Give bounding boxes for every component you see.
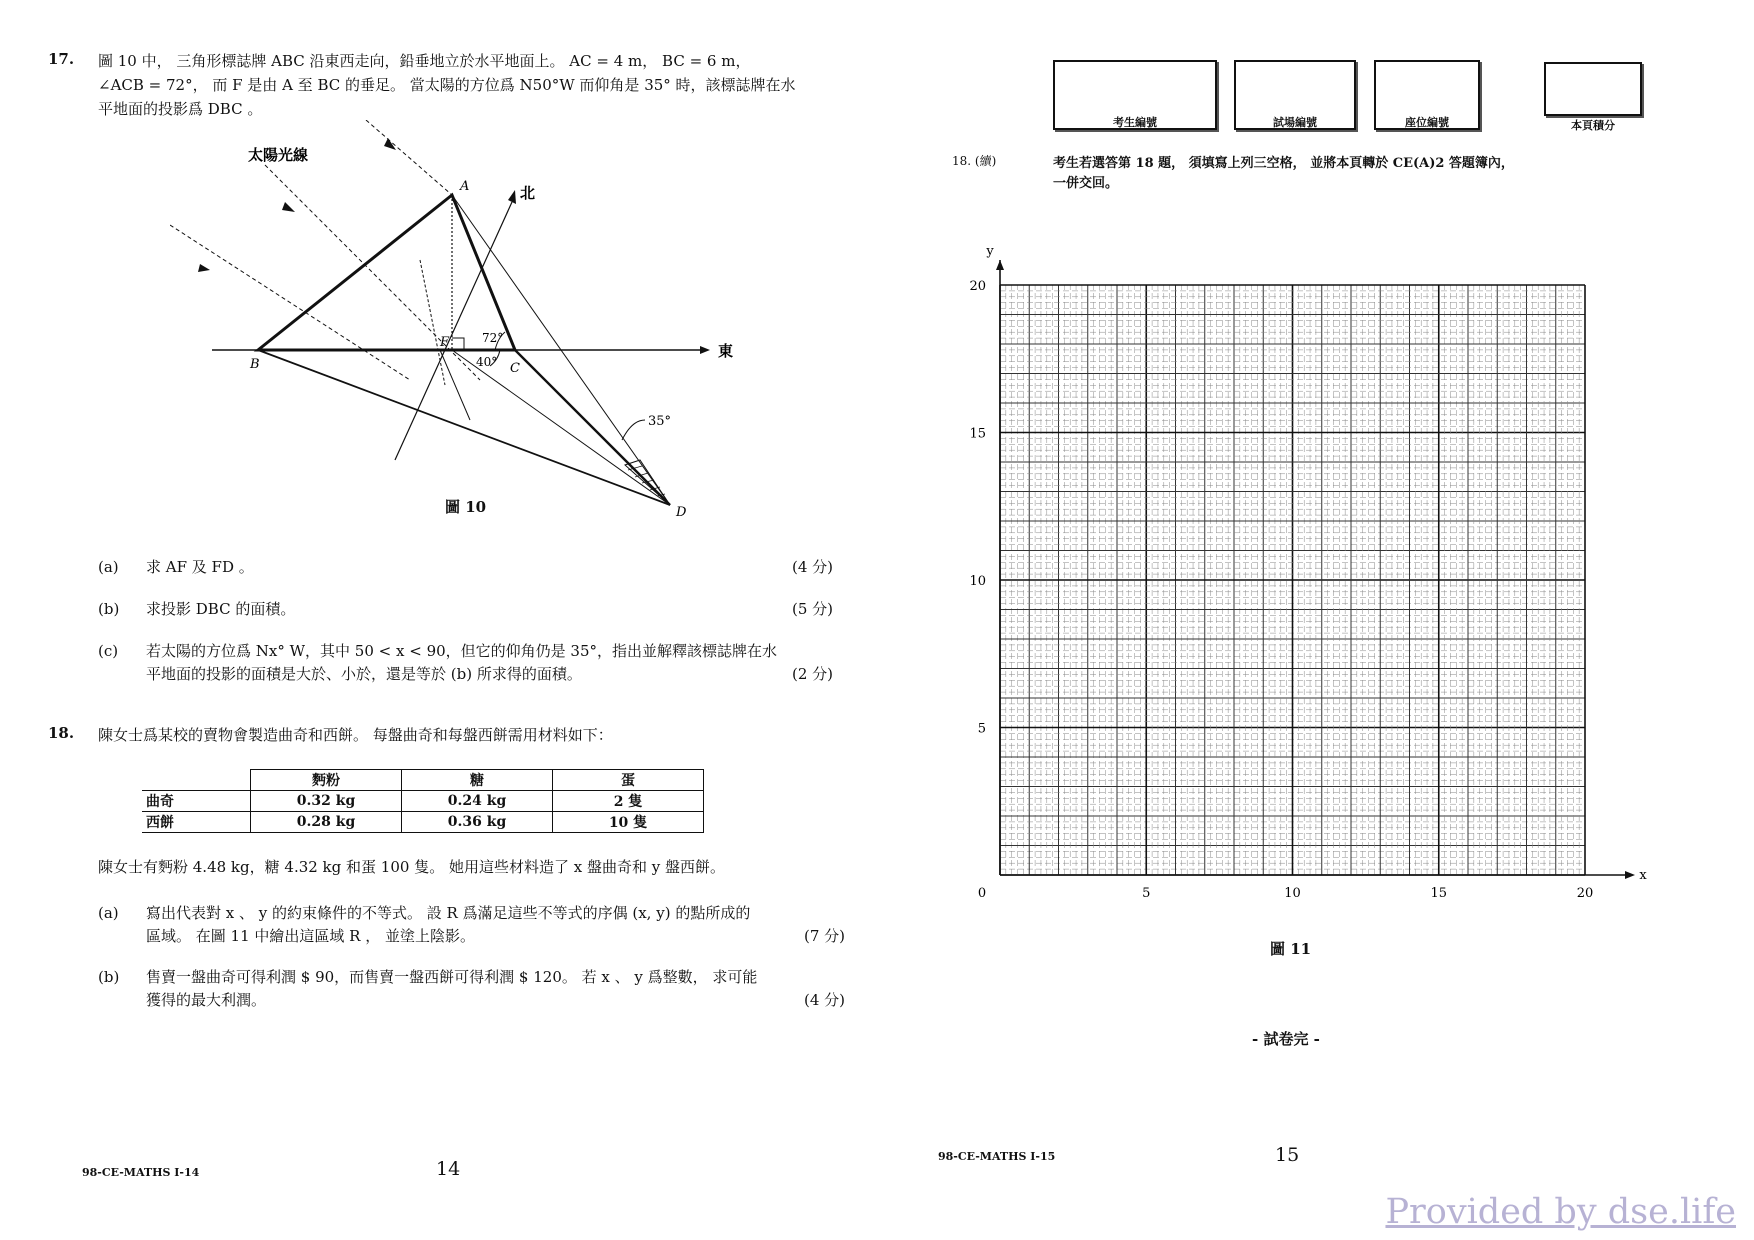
figure-10-caption: 圖 10 [445,498,487,516]
table-cell: 10 隻 [553,812,704,833]
angle-35-label: 35° [648,414,672,429]
q18b-text-line2: 獲得的最大利潤。 [146,991,267,1009]
page-number: 14 [436,1158,461,1180]
q17b-marks: (5 分) [792,600,834,618]
table-cell: 0.28 kg [251,812,402,833]
q17a-marks: (4 分) [792,558,834,576]
table-cell: 0.36 kg [402,812,553,833]
y-tick-label: 15 [969,426,986,442]
box-label: 座位編號 [1405,116,1449,129]
q17a-text: 求 AF 及 FD 。 [146,558,254,576]
y-tick-label: 20 [969,279,986,294]
table-cell: 0.24 kg [402,791,553,812]
x-tick-label: 10 [1284,886,1301,901]
q17c-label: (c) [98,642,119,660]
centre-number-box[interactable] [1234,60,1356,130]
x-axis-label: x [1639,868,1647,883]
q18b-label: (b) [98,968,120,986]
q18-intro: 陳女士爲某校的賣物會製造曲奇和西餅。 每盤曲奇和每盤西餅需用材料如下： [98,726,613,744]
watermark-text: Provided by dse.life [1385,1192,1736,1232]
graph-paper[interactable] [960,240,1650,920]
q17a-label: (a) [98,558,119,576]
table-row-name: 曲奇 [142,791,251,812]
x-tick-label: 0 [977,886,987,901]
y-axis-label: y [986,244,994,259]
q18a-text-line1: 寫出代表對 x 、 y 的約束條件的不等式。 設 R 爲滿足這些不等式的序偶 (x, y) 的點所成的 [146,904,751,922]
q17c-text-line1: 若太陽的方位爲 Nx° W，其中 50 < x < 90，但它的仰角仍是 35°，指出並解釋該標誌牌在水 [146,642,778,660]
q18a-marks: (7 分) [804,927,846,945]
box-label: 試場編號 [1273,116,1317,129]
q18a-label: (a) [98,904,119,922]
question-number: 18. [48,724,75,742]
point-b-label: B [250,357,260,372]
footer-code: 98-CE-MATHS I-14 [82,1166,200,1179]
table-cell: 0.32 kg [251,791,402,812]
table-row-name: 西餅 [142,812,251,833]
page-score-label: 本頁積分 [1571,119,1615,132]
x-tick-label: 5 [1142,886,1151,901]
point-a-label: A [460,179,470,194]
x-tick-label: 20 [1576,886,1594,901]
table-cell: 2 隻 [553,791,704,812]
table-row [142,791,704,812]
point-f-label: F [440,335,450,350]
sunlight-label: 太陽光線 [248,146,309,164]
page-score-box[interactable] [1544,62,1642,116]
materials-table [142,769,704,833]
point-d-label: D [676,505,687,520]
q18a-text-line2: 區域。 在圖 11 中繪出這區域 R ， 並塗上陰影。 [146,927,475,945]
page-number: 15 [1275,1144,1300,1166]
instruction-line2: 一併交回。 [1053,176,1119,191]
q17b-label: (b) [98,600,120,618]
candidate-number-box[interactable] [1053,60,1217,130]
q17c-marks: (2 分) [792,665,834,683]
point-c-label: C [510,361,520,376]
y-tick-label: 5 [977,721,986,737]
q17c-text-line2: 平地面的投影的面積是大於、小於，還是等於 (b) 所求得的面積。 [146,665,582,683]
q17-intro-line2: ∠ACB = 72°， 而 F 是由 A 至 BC 的垂足。 當太陽的方位爲 N50°W 而仰角是 35° 時，該標誌牌在水 [98,76,796,94]
y-tick-label: 10 [969,574,986,589]
table-row [142,812,704,833]
table-header: 蛋 [553,770,704,791]
q18-cont-label: 18. (續) [952,154,997,168]
question-number: 17. [48,50,75,68]
table-header: 麪粉 [251,770,402,791]
x-tick-label: 15 [1430,886,1448,901]
east-label: 東 [718,342,734,360]
angle-40-label: 40° [476,355,498,369]
q17b-text: 求投影 DBC 的面積。 [146,600,296,618]
figure-11-caption: 圖 11 [1270,940,1312,958]
q17-intro-line3: 平地面的投影爲 DBC 。 [98,100,263,118]
box-label: 考生編號 [1113,116,1157,129]
y-axis-arrow [996,260,1004,270]
seat-number-box[interactable] [1374,60,1480,130]
q18b-marks: (4 分) [804,991,846,1009]
q18-stock-text: 陳女士有麪粉 4.48 kg，糖 4.32 kg 和蛋 100 隻。 她用這些材料造了 x 盤曲奇和 y 盤西餅。 [98,858,725,876]
north-label-visible: 北 [520,184,536,202]
x-axis-arrow [1625,871,1635,879]
figure-10 [170,120,770,520]
q17-intro-line1: 圖 10 中， 三角形標誌牌 ABC 沿東西走向，鉛垂地立於水平地面上。 AC = 4 m， BC = 6 m， [98,52,751,70]
instruction-line1: 考生若選答第 18 題， 須填寫上列三空格， 並將本頁轉於 CE(A)2 答題簿內， [1053,156,1514,171]
table-header: 糖 [402,770,553,791]
q18b-text-line1: 售賣一盤曲奇可得利潤 $ 90，而售賣一盤西餅可得利潤 $ 120。 若 x 、 y 爲整數， 求可能 [146,968,758,986]
end-of-paper: - 試卷完 - [1252,1030,1320,1048]
angle-72-label: 72° [482,331,504,345]
footer-code: 98-CE-MATHS I-15 [938,1150,1056,1163]
